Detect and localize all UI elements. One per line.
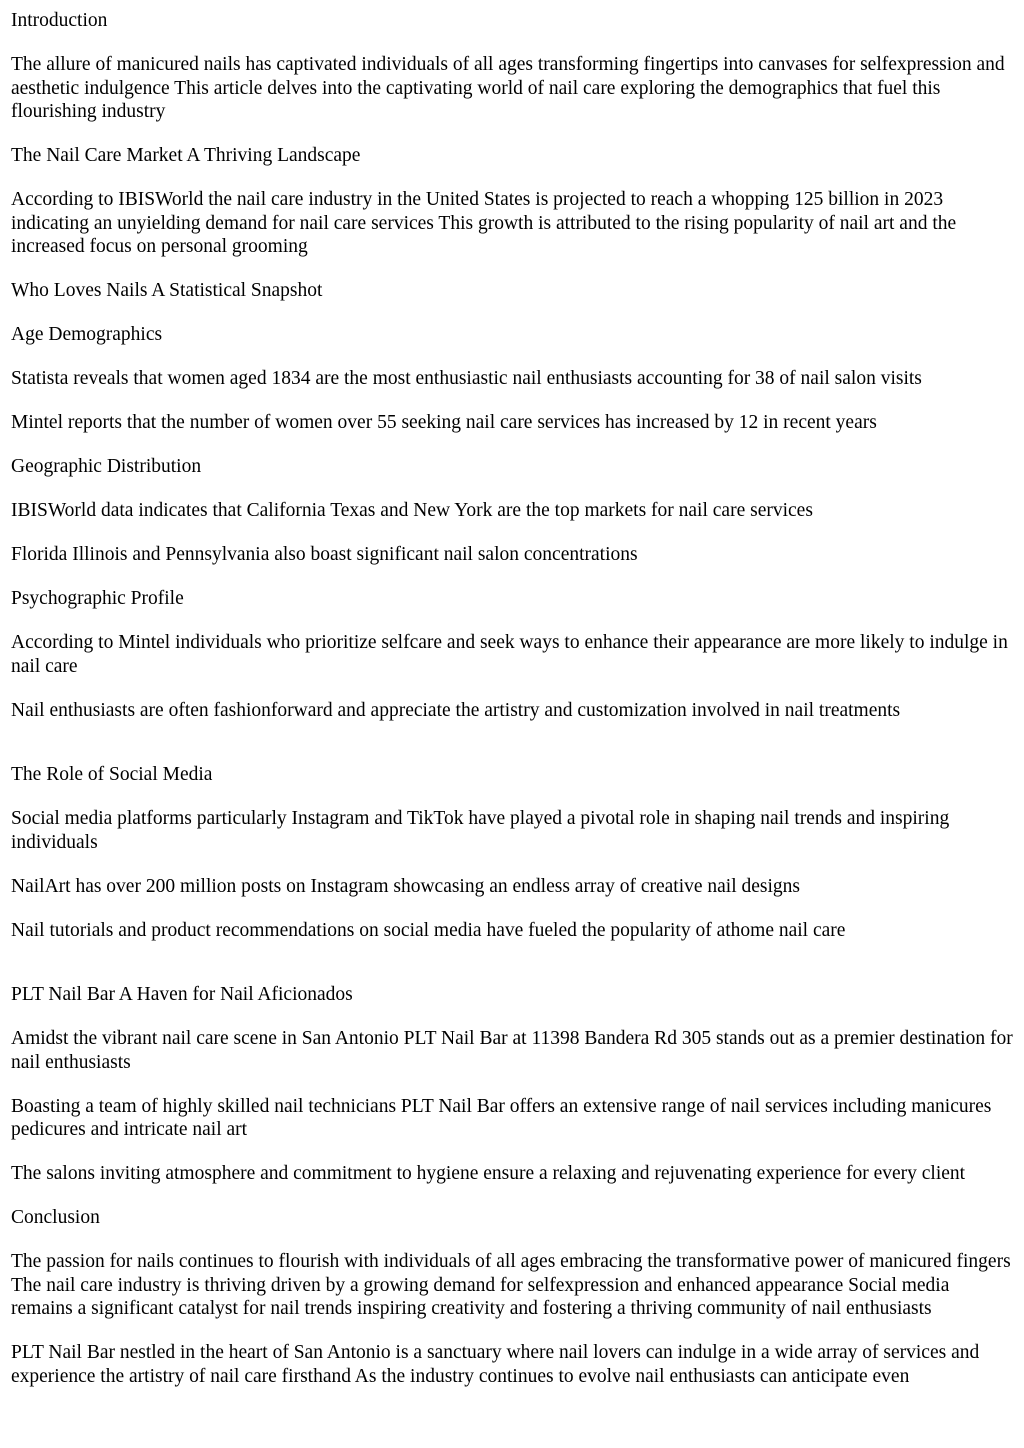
paragraph-plt-location: Amidst the vibrant nail care scene in San Antonio PLT Nail Bar at 11398 Bandera Rd 305 stands out as a premier destination for nail enthusiasts bbox=[11, 1028, 1013, 1073]
heading-age-demographics: Age Demographics bbox=[11, 324, 163, 345]
heading-introduction: Introduction bbox=[11, 10, 108, 31]
paragraph-market: According to IBISWorld the nail care industry in the United States is projected to reach a whopping 125 billion in 2023 indicating an unyielding demand for nail care services This growth is attributed to the rising popularity of nail art and the increased focus on personal grooming bbox=[11, 189, 957, 257]
heading-social-media: The Role of Social Media bbox=[11, 764, 213, 785]
paragraph-plt-closing: PLT Nail Bar nestled in the heart of San Antonio is a sanctuary where nail lovers can indulge in a wide array of services and experience the artistry of nail care firsthand As the industry continues to evolve nail enthusiasts can anticipate even bbox=[11, 1342, 980, 1387]
paragraph-intro: The allure of manicured nails has captivated individuals of all ages transforming fingertips into canvases for selfexpression and aesthetic indulgence This article delves into the captivating world of nail care exploring the demographics that fuel this flourishing industry bbox=[11, 54, 1005, 122]
paragraph-social-platforms: Social media platforms particularly Instagram and TikTok have played a pivotal role in shaping nail trends and inspiring individuals bbox=[11, 808, 950, 853]
heading-geographic-distribution: Geographic Distribution bbox=[11, 456, 202, 477]
paragraph-mintel-age: Mintel reports that the number of women over 55 seeking nail care services has increased by 12 in recent years bbox=[11, 412, 877, 433]
paragraph-plt-atmosphere: The salons inviting atmosphere and commitment to hygiene ensure a relaxing and rejuvenating experience for every client bbox=[11, 1163, 966, 1184]
heading-nail-care-market: The Nail Care Market A Thriving Landscape bbox=[11, 145, 361, 166]
paragraph-ibisworld-markets: IBISWorld data indicates that California Texas and New York are the top markets for nail care services bbox=[11, 500, 813, 521]
heading-plt-nail-bar: PLT Nail Bar A Haven for Nail Aficionados bbox=[11, 984, 353, 1005]
paragraph-fashionforward: Nail enthusiasts are often fashionforward and appreciate the artistry and customization involved in nail treatments bbox=[11, 699, 901, 721]
heading-who-loves-nails: Who Loves Nails A Statistical Snapshot bbox=[11, 280, 323, 301]
paragraph-nailart-posts: NailArt has over 200 million posts on Instagram showcasing an endless array of creative nail designs bbox=[11, 875, 801, 897]
paragraph-plt-services: Boasting a team of highly skilled nail technicians PLT Nail Bar offers an extensive range of nail services including manicures pedicures and intricate nail art bbox=[11, 1095, 992, 1140]
paragraph-tutorials: Nail tutorials and product recommendations on social media have fueled the popularity of athome nail care bbox=[11, 919, 846, 941]
paragraph-mintel-selfcare: According to Mintel individuals who prioritize selfcare and seek ways to enhance their appearance are more likely to indulge in nail care bbox=[11, 632, 1008, 677]
paragraph-statista: Statista reveals that women aged 1834 are the most enthusiastic nail enthusiasts accounting for 38 of nail salon visits bbox=[11, 368, 922, 389]
heading-psychographic-profile: Psychographic Profile bbox=[11, 588, 184, 609]
heading-conclusion: Conclusion bbox=[11, 1207, 100, 1228]
paragraph-conclusion: The passion for nails continues to flourish with individuals of all ages embracing the transformative power of manicured fingers The nail care industry is thriving driven by a growing demand for selfexpression and enhanced appearance Social media remains a significant catalyst for nail trends inspiring creativity and fostering a thriving community of nail enthusiasts bbox=[11, 1251, 1011, 1319]
paragraph-other-states: Florida Illinois and Pennsylvania also boast significant nail salon concentrations bbox=[11, 544, 638, 565]
